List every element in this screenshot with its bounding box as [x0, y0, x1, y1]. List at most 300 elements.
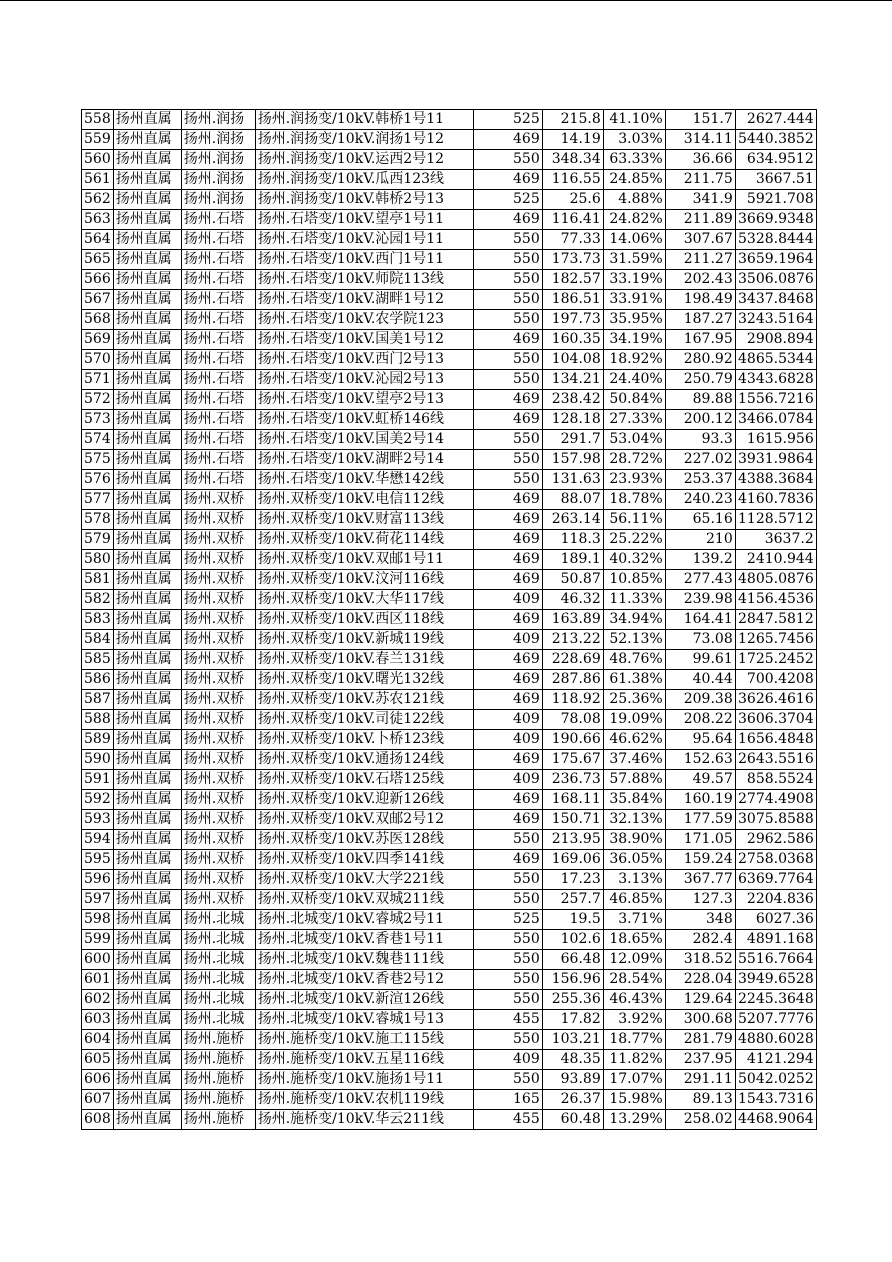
load-rate-cell: 46.62% [603, 730, 665, 750]
row-number: 592 [82, 790, 114, 810]
margin-energy-cell: 2908.894 [735, 330, 816, 350]
substation-cell: 扬州.石塔 [181, 350, 255, 370]
substation-cell: 扬州.双桥 [181, 710, 255, 730]
row-number: 577 [82, 490, 114, 510]
feeder-line-cell: 扬州.双桥变/10kV.新城119线 [255, 630, 473, 650]
row-number: 569 [82, 330, 114, 350]
margin-energy-cell: 2643.5516 [735, 750, 816, 770]
load-rate-cell: 33.91% [603, 290, 665, 310]
margin-energy-cell: 1543.7316 [735, 1090, 816, 1110]
capacity-cell: 165 [473, 1090, 542, 1110]
row-number: 565 [82, 250, 114, 270]
margin-energy-cell: 4805.0876 [735, 570, 816, 590]
capacity-cell: 550 [473, 930, 542, 950]
feeder-line-cell: 扬州.石塔变/10kV.西门2号13 [255, 350, 473, 370]
table-row [82, 230, 817, 250]
margin-energy-cell: 5328.8444 [735, 230, 816, 250]
margin-energy-cell: 5440.3852 [735, 130, 816, 150]
row-number: 582 [82, 590, 114, 610]
load-rate-cell: 12.09% [603, 950, 665, 970]
capacity-cell: 550 [473, 890, 542, 910]
company-cell: 扬州直属 [113, 250, 181, 270]
load-rate-cell: 63.33% [603, 150, 665, 170]
row-number: 587 [82, 690, 114, 710]
substation-cell: 扬州.北城 [181, 1010, 255, 1030]
load-rate-cell: 11.33% [603, 590, 665, 610]
margin-cell: 89.13 [665, 1090, 735, 1110]
load-cell: 78.08 [542, 710, 603, 730]
capacity-cell: 469 [473, 850, 542, 870]
margin-energy-cell: 4468.9064 [735, 1110, 816, 1130]
feeder-line-cell: 扬州.施桥变/10kV.施工115线 [255, 1030, 473, 1050]
row-number: 602 [82, 990, 114, 1010]
margin-energy-cell: 700.4208 [735, 670, 816, 690]
substation-cell: 扬州.双桥 [181, 730, 255, 750]
company-cell: 扬州直属 [113, 850, 181, 870]
table-row [82, 110, 817, 130]
substation-cell: 扬州.双桥 [181, 890, 255, 910]
margin-cell: 151.7 [665, 110, 735, 130]
margin-energy-cell: 3931.9864 [735, 450, 816, 470]
load-cell: 169.06 [542, 850, 603, 870]
table-row [82, 950, 817, 970]
load-cell: 88.07 [542, 490, 603, 510]
capacity-cell: 550 [473, 230, 542, 250]
company-cell: 扬州直属 [113, 230, 181, 250]
margin-energy-cell: 858.5524 [735, 770, 816, 790]
load-cell: 238.42 [542, 390, 603, 410]
load-cell: 25.6 [542, 190, 603, 210]
load-cell: 263.14 [542, 510, 603, 530]
margin-energy-cell: 2758.0368 [735, 850, 816, 870]
margin-cell: 171.05 [665, 830, 735, 850]
table-row [82, 750, 817, 770]
substation-cell: 扬州.双桥 [181, 570, 255, 590]
row-number: 558 [82, 110, 114, 130]
row-number: 596 [82, 870, 114, 890]
capacity-cell: 469 [473, 570, 542, 590]
load-cell: 189.1 [542, 550, 603, 570]
row-number: 583 [82, 610, 114, 630]
margin-cell: 227.02 [665, 450, 735, 470]
margin-cell: 160.19 [665, 790, 735, 810]
substation-cell: 扬州.北城 [181, 910, 255, 930]
substation-cell: 扬州.石塔 [181, 330, 255, 350]
margin-energy-cell: 3637.2 [735, 530, 816, 550]
load-cell: 26.37 [542, 1090, 603, 1110]
table-row [82, 850, 817, 870]
company-cell: 扬州直属 [113, 930, 181, 950]
capacity-cell: 550 [473, 270, 542, 290]
capacity-cell: 550 [473, 950, 542, 970]
capacity-cell: 409 [473, 590, 542, 610]
substation-cell: 扬州.双桥 [181, 590, 255, 610]
capacity-cell: 550 [473, 970, 542, 990]
company-cell: 扬州直属 [113, 330, 181, 350]
row-number: 588 [82, 710, 114, 730]
load-rate-cell: 24.85% [603, 170, 665, 190]
substation-cell: 扬州.施桥 [181, 1050, 255, 1070]
load-cell: 103.21 [542, 1030, 603, 1050]
margin-cell: 211.27 [665, 250, 735, 270]
feeder-line-cell: 扬州.双桥变/10kV.四季141线 [255, 850, 473, 870]
table-row [82, 1070, 817, 1090]
company-cell: 扬州直属 [113, 310, 181, 330]
substation-cell: 扬州.石塔 [181, 250, 255, 270]
capacity-cell: 469 [473, 550, 542, 570]
margin-energy-cell: 4865.5344 [735, 350, 816, 370]
load-rate-cell: 41.10% [603, 110, 665, 130]
substation-cell: 扬州.润扬 [181, 130, 255, 150]
table-row [82, 1010, 817, 1030]
load-cell: 163.89 [542, 610, 603, 630]
capacity-cell: 469 [473, 670, 542, 690]
load-cell: 116.55 [542, 170, 603, 190]
substation-cell: 扬州.双桥 [181, 630, 255, 650]
load-rate-cell: 3.03% [603, 130, 665, 150]
load-rate-cell: 18.65% [603, 930, 665, 950]
margin-cell: 239.98 [665, 590, 735, 610]
table-row [82, 650, 817, 670]
table-row [82, 930, 817, 950]
feeder-line-cell: 扬州.石塔变/10kV.望亭2号13 [255, 390, 473, 410]
feeder-line-cell: 扬州.双桥变/10kV.苏农121线 [255, 690, 473, 710]
table-row [82, 150, 817, 170]
substation-cell: 扬州.双桥 [181, 510, 255, 530]
margin-cell: 177.59 [665, 810, 735, 830]
margin-cell: 152.63 [665, 750, 735, 770]
margin-cell: 237.95 [665, 1050, 735, 1070]
company-cell: 扬州直属 [113, 130, 181, 150]
load-rate-cell: 24.40% [603, 370, 665, 390]
load-rate-cell: 50.84% [603, 390, 665, 410]
row-number: 572 [82, 390, 114, 410]
feeder-line-cell: 扬州.润扬变/10kV.韩桥2号13 [255, 190, 473, 210]
margin-energy-cell: 4891.168 [735, 930, 816, 950]
feeder-line-cell: 扬州.润扬变/10kV.韩桥1号11 [255, 110, 473, 130]
company-cell: 扬州直属 [113, 970, 181, 990]
row-number: 559 [82, 130, 114, 150]
table-row [82, 310, 817, 330]
load-cell: 186.51 [542, 290, 603, 310]
table-row [82, 130, 817, 150]
margin-energy-cell: 3659.1964 [735, 250, 816, 270]
load-rate-cell: 24.82% [603, 210, 665, 230]
load-cell: 66.48 [542, 950, 603, 970]
margin-energy-cell: 3437.8468 [735, 290, 816, 310]
load-cell: 213.22 [542, 630, 603, 650]
feeder-line-cell: 扬州.双桥变/10kV.财富113线 [255, 510, 473, 530]
load-cell: 168.11 [542, 790, 603, 810]
substation-cell: 扬州.双桥 [181, 490, 255, 510]
feeder-line-cell: 扬州.北城变/10kV.香巷1号11 [255, 930, 473, 950]
margin-cell: 300.68 [665, 1010, 735, 1030]
table-row [82, 210, 817, 230]
capacity-cell: 525 [473, 190, 542, 210]
company-cell: 扬州直属 [113, 630, 181, 650]
substation-cell: 扬州.双桥 [181, 810, 255, 830]
row-number: 591 [82, 770, 114, 790]
row-number: 594 [82, 830, 114, 850]
margin-cell: 240.23 [665, 490, 735, 510]
margin-cell: 187.27 [665, 310, 735, 330]
row-number: 571 [82, 370, 114, 390]
capacity-cell: 525 [473, 910, 542, 930]
capacity-cell: 469 [473, 490, 542, 510]
load-cell: 190.66 [542, 730, 603, 750]
load-cell: 213.95 [542, 830, 603, 850]
capacity-cell: 409 [473, 710, 542, 730]
capacity-cell: 469 [473, 530, 542, 550]
margin-energy-cell: 2245.3648 [735, 990, 816, 1010]
substation-cell: 扬州.石塔 [181, 290, 255, 310]
capacity-cell: 469 [473, 790, 542, 810]
load-cell: 102.6 [542, 930, 603, 950]
margin-cell: 211.75 [665, 170, 735, 190]
load-rate-cell: 36.05% [603, 850, 665, 870]
capacity-cell: 469 [473, 510, 542, 530]
margin-cell: 277.43 [665, 570, 735, 590]
company-cell: 扬州直属 [113, 910, 181, 930]
substation-cell: 扬州.石塔 [181, 270, 255, 290]
margin-cell: 348 [665, 910, 735, 930]
table-row [82, 810, 817, 830]
margin-cell: 99.61 [665, 650, 735, 670]
load-rate-cell: 34.19% [603, 330, 665, 350]
capacity-cell: 525 [473, 110, 542, 130]
table-row [82, 890, 817, 910]
substation-cell: 扬州.北城 [181, 950, 255, 970]
table-row [82, 470, 817, 490]
load-cell: 182.57 [542, 270, 603, 290]
table-row [82, 330, 817, 350]
margin-cell: 291.11 [665, 1070, 735, 1090]
feeder-line-cell: 扬州.双桥变/10kV.石塔125线 [255, 770, 473, 790]
load-rate-cell: 37.46% [603, 750, 665, 770]
feeder-line-cell: 扬州.双桥变/10kV.双城211线 [255, 890, 473, 910]
margin-cell: 129.64 [665, 990, 735, 1010]
row-number: 564 [82, 230, 114, 250]
load-cell: 215.8 [542, 110, 603, 130]
capacity-cell: 550 [473, 450, 542, 470]
table-row [82, 670, 817, 690]
substation-cell: 扬州.润扬 [181, 110, 255, 130]
margin-cell: 253.37 [665, 470, 735, 490]
company-cell: 扬州直属 [113, 830, 181, 850]
margin-cell: 314.11 [665, 130, 735, 150]
margin-cell: 167.95 [665, 330, 735, 350]
company-cell: 扬州直属 [113, 110, 181, 130]
margin-cell: 139.2 [665, 550, 735, 570]
company-cell: 扬州直属 [113, 590, 181, 610]
company-cell: 扬州直属 [113, 1010, 181, 1030]
load-cell: 19.5 [542, 910, 603, 930]
feeder-line-cell: 扬州.双桥变/10kV.双邮1号11 [255, 550, 473, 570]
substation-cell: 扬州.石塔 [181, 230, 255, 250]
feeder-line-cell: 扬州.施桥变/10kV.施扬1号11 [255, 1070, 473, 1090]
load-rate-cell: 57.88% [603, 770, 665, 790]
feeder-line-cell: 扬州.石塔变/10kV.国美2号14 [255, 430, 473, 450]
load-cell: 48.35 [542, 1050, 603, 1070]
table-row [82, 630, 817, 650]
load-rate-cell: 31.59% [603, 250, 665, 270]
margin-energy-cell: 5516.7664 [735, 950, 816, 970]
company-cell: 扬州直属 [113, 750, 181, 770]
feeder-line-cell: 扬州.北城变/10kV.新渲126线 [255, 990, 473, 1010]
row-number: 585 [82, 650, 114, 670]
margin-energy-cell: 1656.4848 [735, 730, 816, 750]
load-rate-cell: 11.82% [603, 1050, 665, 1070]
feeder-line-cell: 扬州.润扬变/10kV.运西2号12 [255, 150, 473, 170]
margin-energy-cell: 3466.0784 [735, 410, 816, 430]
capacity-cell: 409 [473, 630, 542, 650]
margin-cell: 228.04 [665, 970, 735, 990]
margin-cell: 307.67 [665, 230, 735, 250]
margin-cell: 159.24 [665, 850, 735, 870]
capacity-cell: 409 [473, 770, 542, 790]
feeder-line-cell: 扬州.双桥变/10kV.迎新126线 [255, 790, 473, 810]
margin-cell: 73.08 [665, 630, 735, 650]
table-row [82, 910, 817, 930]
capacity-cell: 550 [473, 1030, 542, 1050]
load-cell: 134.21 [542, 370, 603, 390]
load-cell: 17.82 [542, 1010, 603, 1030]
load-cell: 228.69 [542, 650, 603, 670]
table-row [82, 1050, 817, 1070]
margin-energy-cell: 2204.836 [735, 890, 816, 910]
margin-energy-cell: 3243.5164 [735, 310, 816, 330]
row-number: 598 [82, 910, 114, 930]
margin-energy-cell: 1556.7216 [735, 390, 816, 410]
company-cell: 扬州直属 [113, 610, 181, 630]
load-rate-cell: 40.32% [603, 550, 665, 570]
feeder-line-cell: 扬州.石塔变/10kV.国美1号12 [255, 330, 473, 350]
company-cell: 扬州直属 [113, 190, 181, 210]
load-cell: 77.33 [542, 230, 603, 250]
company-cell: 扬州直属 [113, 950, 181, 970]
row-number: 584 [82, 630, 114, 650]
row-number: 606 [82, 1070, 114, 1090]
company-cell: 扬州直属 [113, 470, 181, 490]
load-cell: 150.71 [542, 810, 603, 830]
margin-cell: 95.64 [665, 730, 735, 750]
load-rate-cell: 34.94% [603, 610, 665, 630]
load-rate-cell: 35.84% [603, 790, 665, 810]
feeder-line-cell: 扬州.北城变/10kV.睿城1号13 [255, 1010, 473, 1030]
margin-energy-cell: 4121.294 [735, 1050, 816, 1070]
feeder-line-cell: 扬州.双桥变/10kV.司徒122线 [255, 710, 473, 730]
substation-cell: 扬州.北城 [181, 930, 255, 950]
table-row [82, 250, 817, 270]
capacity-cell: 469 [473, 210, 542, 230]
margin-cell: 164.41 [665, 610, 735, 630]
load-rate-cell: 38.90% [603, 830, 665, 850]
load-cell: 255.36 [542, 990, 603, 1010]
row-number: 576 [82, 470, 114, 490]
feeder-line-cell: 扬州.石塔变/10kV.沁园2号13 [255, 370, 473, 390]
margin-cell: 341.9 [665, 190, 735, 210]
company-cell: 扬州直属 [113, 730, 181, 750]
substation-cell: 扬州.石塔 [181, 430, 255, 450]
feeder-line-cell: 扬州.润扬变/10kV.润扬1号12 [255, 130, 473, 150]
load-cell: 118.92 [542, 690, 603, 710]
substation-cell: 扬州.施桥 [181, 1070, 255, 1090]
margin-cell: 65.16 [665, 510, 735, 530]
feeder-line-cell: 扬州.双桥变/10kV.双邮2号12 [255, 810, 473, 830]
substation-cell: 扬州.双桥 [181, 610, 255, 630]
row-number: 604 [82, 1030, 114, 1050]
margin-cell: 202.43 [665, 270, 735, 290]
feeder-line-cell: 扬州.石塔变/10kV.湖畔1号12 [255, 290, 473, 310]
table-row [82, 490, 817, 510]
load-rate-cell: 19.09% [603, 710, 665, 730]
feeder-line-cell: 扬州.北城变/10kV.魏巷111线 [255, 950, 473, 970]
margin-energy-cell: 3606.3704 [735, 710, 816, 730]
margin-energy-cell: 634.9512 [735, 150, 816, 170]
table-row [82, 830, 817, 850]
company-cell: 扬州直属 [113, 710, 181, 730]
row-number: 579 [82, 530, 114, 550]
load-rate-cell: 18.77% [603, 1030, 665, 1050]
load-rate-cell: 28.54% [603, 970, 665, 990]
load-rate-cell: 13.29% [603, 1110, 665, 1130]
row-number: 566 [82, 270, 114, 290]
capacity-cell: 469 [473, 810, 542, 830]
row-number: 593 [82, 810, 114, 830]
load-rate-cell: 33.19% [603, 270, 665, 290]
capacity-cell: 550 [473, 990, 542, 1010]
capacity-cell: 550 [473, 350, 542, 370]
margin-energy-cell: 2962.586 [735, 830, 816, 850]
load-rate-cell: 23.93% [603, 470, 665, 490]
margin-energy-cell: 6027.36 [735, 910, 816, 930]
load-cell: 104.08 [542, 350, 603, 370]
capacity-cell: 550 [473, 310, 542, 330]
row-number: 586 [82, 670, 114, 690]
capacity-cell: 455 [473, 1110, 542, 1130]
table-row [82, 790, 817, 810]
company-cell: 扬州直属 [113, 410, 181, 430]
load-rate-cell: 25.36% [603, 690, 665, 710]
capacity-cell: 550 [473, 290, 542, 310]
feeder-line-cell: 扬州.双桥变/10kV.卜桥123线 [255, 730, 473, 750]
feeder-line-cell: 扬州.石塔变/10kV.师院113线 [255, 270, 473, 290]
load-cell: 197.73 [542, 310, 603, 330]
substation-cell: 扬州.北城 [181, 970, 255, 990]
load-cell: 175.67 [542, 750, 603, 770]
load-rate-cell: 3.71% [603, 910, 665, 930]
table-row [82, 450, 817, 470]
capacity-cell: 469 [473, 390, 542, 410]
capacity-cell: 550 [473, 830, 542, 850]
load-rate-cell: 52.13% [603, 630, 665, 650]
feeder-line-cell: 扬州.双桥变/10kV.荷花114线 [255, 530, 473, 550]
company-cell: 扬州直属 [113, 530, 181, 550]
company-cell: 扬州直属 [113, 450, 181, 470]
load-cell: 50.87 [542, 570, 603, 590]
load-cell: 157.98 [542, 450, 603, 470]
substation-cell: 扬州.润扬 [181, 170, 255, 190]
substation-cell: 扬州.双桥 [181, 530, 255, 550]
row-number: 599 [82, 930, 114, 950]
row-number: 607 [82, 1090, 114, 1110]
margin-cell: 280.92 [665, 350, 735, 370]
substation-cell: 扬州.施桥 [181, 1030, 255, 1050]
company-cell: 扬州直属 [113, 170, 181, 190]
capacity-cell: 550 [473, 1070, 542, 1090]
substation-cell: 扬州.双桥 [181, 790, 255, 810]
company-cell: 扬州直属 [113, 150, 181, 170]
